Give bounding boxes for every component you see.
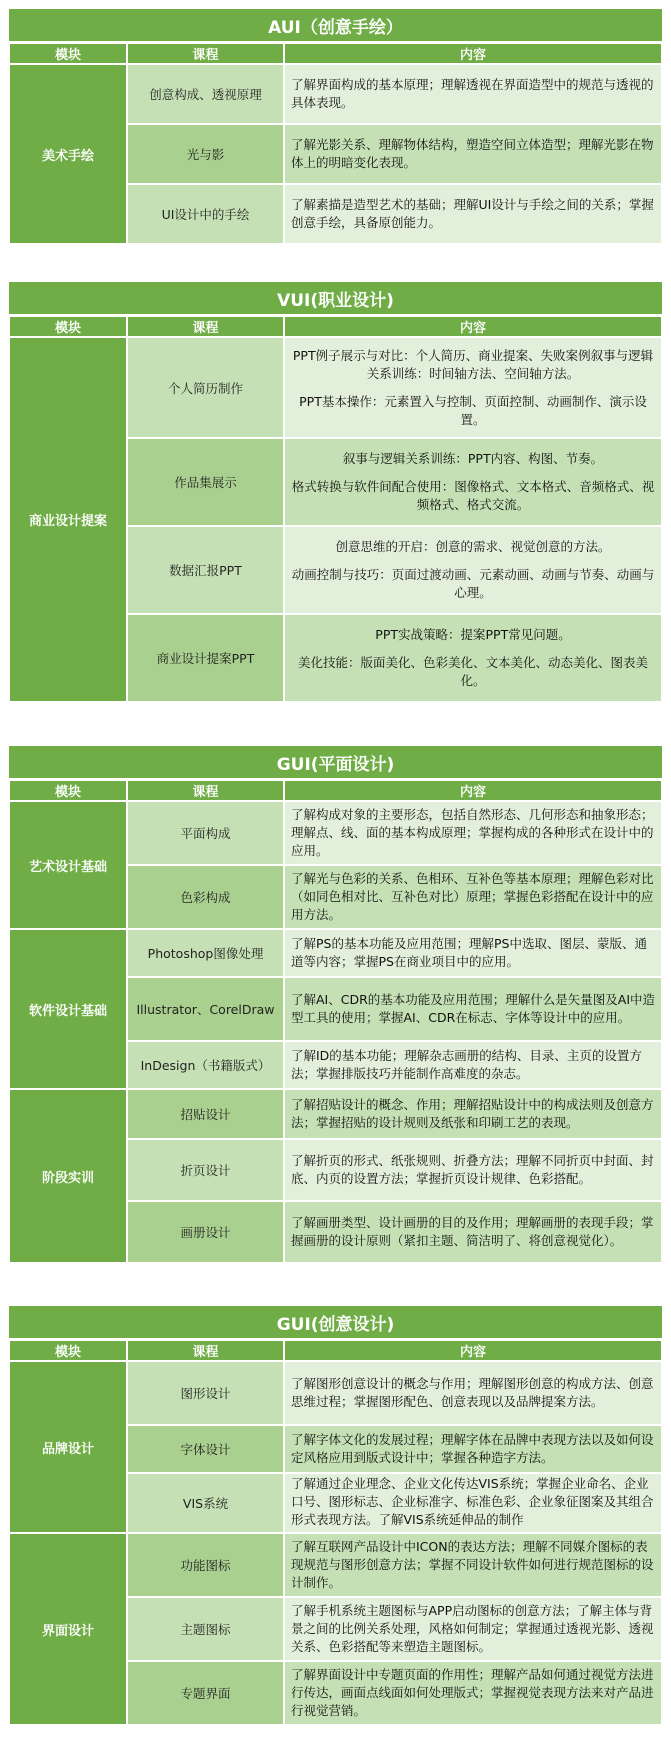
course-cell: 作品集展示 (127, 438, 284, 526)
aui-section (9, 9, 662, 244)
table-header-row (9, 43, 662, 64)
module-cell: 界面设计 (9, 1533, 127, 1725)
gui-creative-title: GUI(创意设计) (9, 1306, 662, 1340)
table-row (9, 929, 662, 977)
vui-section (9, 282, 662, 702)
course-cell: Photoshop图像处理 (127, 929, 284, 977)
gui-creative-table (9, 1340, 662, 1725)
content-cell: 了解画册类型、设计画册的目的及作用；理解画册的表现手段；掌握画册的设计原则（紧扣主题、简洁明了、将创意视觉化）。 (284, 1201, 662, 1263)
content-paragraph: 动画控制与技巧：页面过渡动画、元素动画、动画与节奏、动画与心理。 (291, 567, 655, 600)
content-paragraph: 叙事与逻辑关系训练：PPT内容、构图、节奏。 (342, 451, 604, 466)
content-cell (284, 438, 662, 526)
content-cell (284, 526, 662, 614)
header-content: 内容 (284, 780, 662, 801)
gui-graphic-table (9, 780, 662, 1263)
content-cell: 了解界面构成的基本原理；理解透视在界面造型中的规范与透视的具体表现。 (284, 64, 662, 124)
aui-title: AUI（创意手绘） (9, 9, 662, 43)
module-cell: 商业设计提案 (9, 337, 127, 702)
table-header-row (9, 1340, 662, 1361)
course-cell: InDesign（书籍版式） (127, 1041, 284, 1089)
content-cell (284, 1473, 662, 1533)
course-cell: 平面构成 (127, 801, 284, 865)
course-cell: 创意构成、透视原理 (127, 64, 284, 124)
vui-title: VUI(职业设计) (9, 282, 662, 316)
module-cell: 艺术设计基础 (9, 801, 127, 929)
course-cell: 个人简历制作 (127, 337, 284, 438)
gui-graphic-section (9, 746, 662, 1263)
content-cell: 了解图形创意设计的概念与作用；理解图形创意的构成方法、创意思维过程；掌握图形配色、创意表现以及品牌提案方法。 (284, 1361, 662, 1425)
content-paragraph: 格式转换与软件间配合使用：图像格式、文本格式、音频格式、视频格式、格式交流。 (291, 479, 655, 512)
header-content: 内容 (284, 1340, 662, 1361)
table-header-row (9, 780, 662, 801)
table-row (9, 1089, 662, 1139)
content-paragraph: PPT基本操作：元素置入与控制、页面控制、动画制作、演示设置。 (299, 393, 647, 427)
content-cell: 了解PS的基本功能及应用范围；理解PS中选取、图层、蒙版、通道等内容；掌握PS在商业项目中的应用。 (284, 929, 662, 977)
course-cell: 字体设计 (127, 1425, 284, 1473)
content-cell: 了解手机系统主题图标与APP启动图标的创意方法；了解主体与背景之间的比例关系处理，风格如何制定；掌握通过透视光影、透视关系、色彩搭配等来塑造主题图标。 (284, 1597, 662, 1661)
header-content: 内容 (284, 43, 662, 64)
course-cell: 主题图标 (127, 1597, 284, 1661)
content-cell: 了解界面设计中专题页面的作用性；理解产品如何通过视觉方法进行传达，画面点线面如何处理版式；掌握视觉表现方法来对产品进行视觉营销。 (284, 1661, 662, 1725)
content-cell (284, 614, 662, 702)
content-cell: 了解ID的基本功能；理解杂志画册的结构、目录、主页的设置方法；掌握排版技巧并能制作高难度的杂志。 (284, 1041, 662, 1089)
table-row (9, 1361, 662, 1425)
content-cell: 了解折页的形式、纸张规则、折叠方法；理解不同折页中封面、封底、内页的设置方法；掌握折页设计规律、色彩搭配。 (284, 1139, 662, 1201)
course-cell: 数据汇报PPT (127, 526, 284, 614)
content-text: 了解招贴设计的概念、作用；理解招贴设计中的构成法则及创意方法；掌握招贴的设计规则及纸张和印刷工艺的表现。 (291, 1097, 654, 1130)
content-cell: 了解光影关系、理解物体结构，塑造空间立体造型；理解光影在物体上的明暗变化表现。 (284, 124, 662, 184)
module-cell: 软件设计基础 (9, 929, 127, 1089)
vui-table (9, 316, 662, 702)
course-cell: 画册设计 (127, 1201, 284, 1263)
header-content: 内容 (284, 316, 662, 337)
table-row (9, 64, 662, 124)
course-cell: 光与影 (127, 124, 284, 184)
content-cell: 了解素描是造型艺术的基础；理解UI设计与手绘之间的关系；掌握创意手绘，具备原创能力。 (284, 184, 662, 244)
header-module: 模块 (9, 43, 127, 64)
content-cell: 了解构成对象的主要形态，包括自然形态、几何形态和抽象形态；理解点、线、面的基本构成原理；掌握构成的各种形式在设计中的应用。 (284, 801, 662, 865)
header-module: 模块 (9, 1340, 127, 1361)
content-cell: 了解互联网产品设计中ICON的表达方法；理解不同媒介图标的表现规范与图形创意方法；掌握不同设计软件如何进行规范图标的设计制作。 (284, 1533, 662, 1597)
course-cell: VIS系统 (127, 1473, 284, 1533)
course-cell: 折页设计 (127, 1139, 284, 1201)
aui-table (9, 43, 662, 244)
module-cell: 阶段实训 (9, 1089, 127, 1263)
content-paragraph: 创意思维的开启：创意的需求、视觉创意的方法。 (335, 539, 611, 554)
content-paragraph: PPT实战策略：提案PPT常见问题。 (375, 627, 571, 642)
course-cell: UI设计中的手绘 (127, 184, 284, 244)
module-cell: 品牌设计 (9, 1361, 127, 1533)
course-cell: 专题界面 (127, 1661, 284, 1725)
course-cell: 色彩构成 (127, 865, 284, 929)
course-cell: 功能图标 (127, 1533, 284, 1597)
course-cell: 图形设计 (127, 1361, 284, 1425)
course-cell: 商业设计提案PPT (127, 614, 284, 702)
gui-creative-section (9, 1306, 662, 1725)
gui-graphic-title: GUI(平面设计) (9, 746, 662, 780)
course-cell: 招贴设计 (127, 1089, 284, 1139)
content-paragraph: PPT例子展示与对比：个人简历、商业提案、失败案例叙事与逻辑关系训练：时间轴方法、空间轴方法。 (292, 347, 654, 381)
table-header-row (9, 316, 662, 337)
header-course: 课程 (127, 780, 284, 801)
content-paragraph: 美化技能：版面美化、色彩美化、文本美化、动态美化、图表美化。 (297, 655, 648, 688)
content-text: 了解通过企业理念、企业文化传达VIS系统；掌握企业命名、企业口号、图形标志、企业标准字、标准色彩、企业象征图案及其组合形式表现方法。了解VIS系统延伸品的制作 (291, 1476, 654, 1527)
table-row (9, 801, 662, 865)
header-course: 课程 (127, 1340, 284, 1361)
content-cell (284, 337, 662, 438)
content-cell: 了解字体文化的发展过程；理解字体在品牌中表现方法以及如何设定风格应用到版式设计中；掌握各种造字方法。 (284, 1425, 662, 1473)
header-module: 模块 (9, 780, 127, 801)
table-row (9, 337, 662, 438)
course-cell: Illustrator、CorelDraw (127, 977, 284, 1041)
content-cell (284, 1089, 662, 1139)
header-module: 模块 (9, 316, 127, 337)
content-cell: 了解光与色彩的关系、色相环、互补色等基本原理；理解色彩对比（如同色相对比、互补色对比）原理；掌握色彩搭配在设计中的应用方法。 (284, 865, 662, 929)
header-course: 课程 (127, 43, 284, 64)
table-row (9, 1533, 662, 1597)
module-cell: 美术手绘 (9, 64, 127, 244)
header-course: 课程 (127, 316, 284, 337)
content-cell: 了解AI、CDR的基本功能及应用范围；理解什么是矢量图及AI中造型工具的使用；掌握AI、CDR在标志、字体等设计中的应用。 (284, 977, 662, 1041)
